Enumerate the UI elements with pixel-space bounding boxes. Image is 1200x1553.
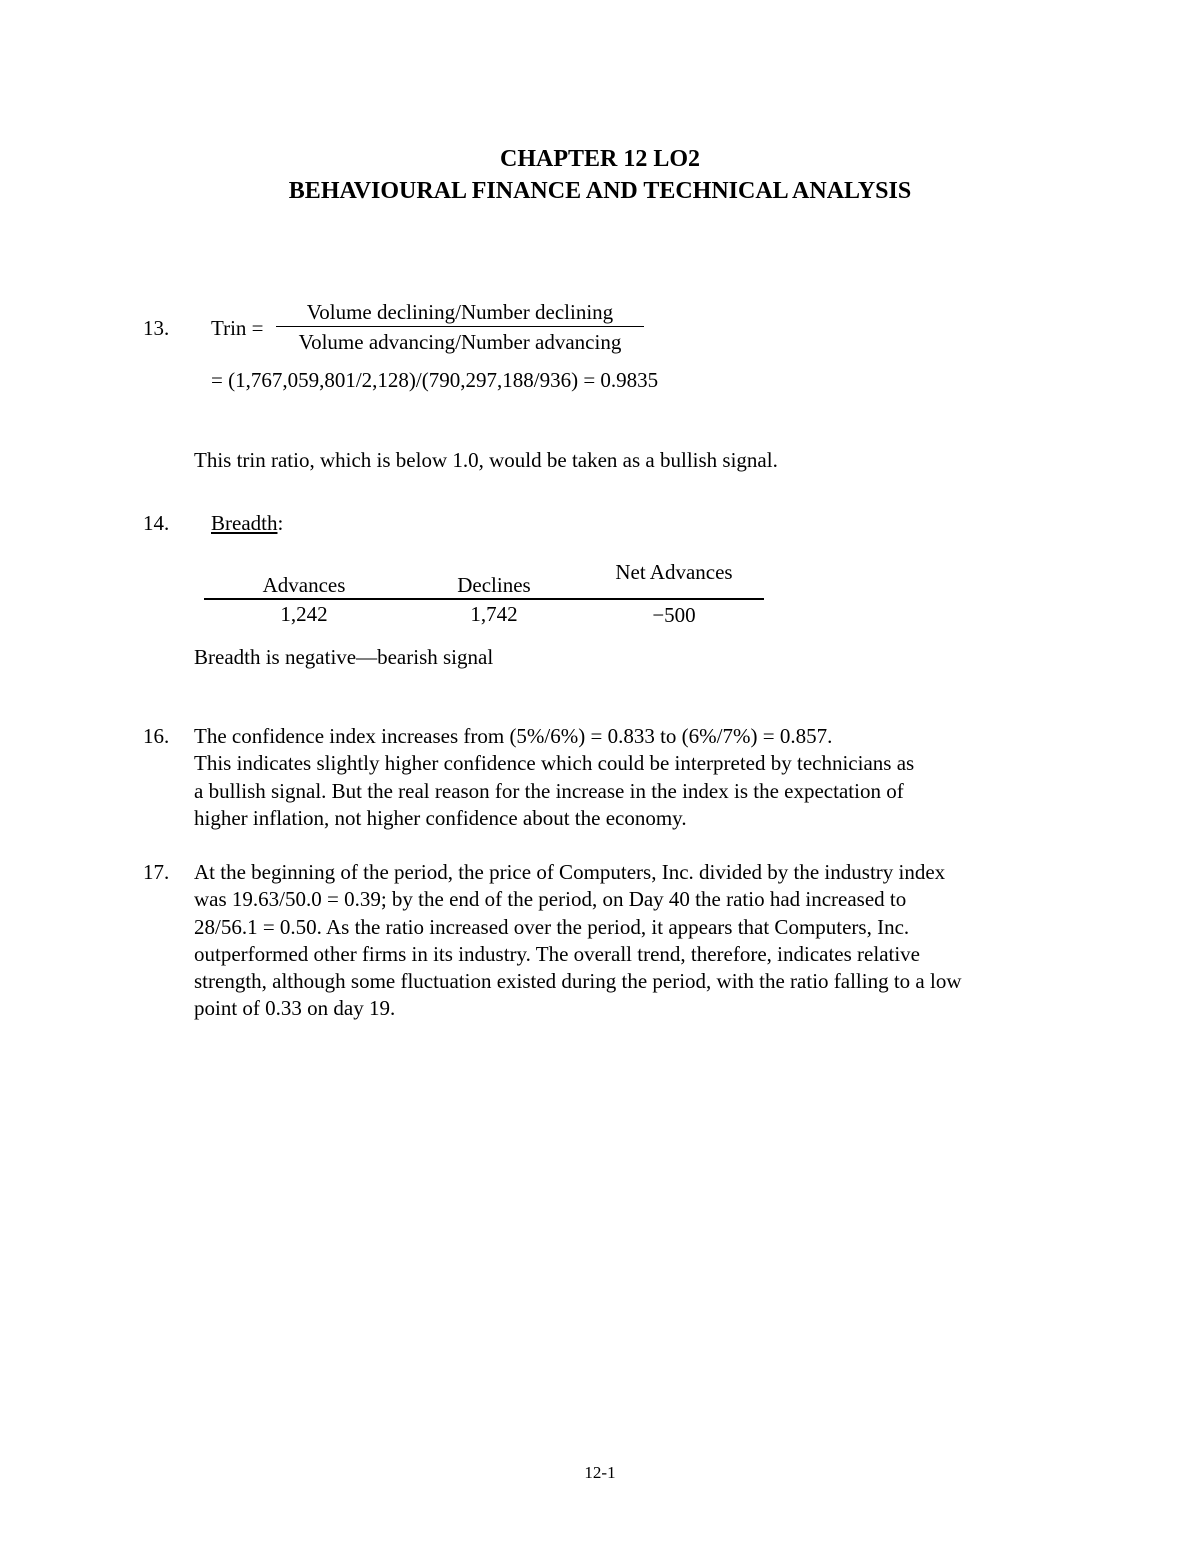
- table-header-advances: Advances: [262, 573, 346, 597]
- q16-line: The confidence index increases from (5%/6%) = 0.833 to (6%/7%) = 0.857.: [194, 724, 833, 748]
- trin-label: Trin =: [211, 316, 264, 340]
- table-header-declines: Declines: [457, 573, 531, 597]
- breadth-heading: [211, 509, 283, 537]
- q16-line: a bullish signal. But the real reason for the increase in the index is the expectation of: [194, 778, 904, 803]
- trin-denominator: Volume advancing/Number advancing: [298, 330, 622, 354]
- q16-paragraph: [194, 723, 1074, 832]
- q16-line: higher inflation, not higher confidence about the economy.: [194, 805, 687, 830]
- q14-number: 14.: [143, 511, 170, 535]
- trin-comment: This trin ratio, which is below 1.0, would be taken as a bullish signal.: [194, 448, 778, 472]
- q13-number: 13.: [143, 316, 170, 340]
- trin-calculation: = (1,767,059,801/2,128)/(790,297,188/936) = 0.9835: [211, 368, 659, 392]
- q16-line: This indicates slightly higher confidence which could be interpreted by technicians as: [194, 751, 915, 776]
- table-header-net-advances: Net Advances: [615, 560, 733, 584]
- q17-line: outperformed other firms in its industry. The overall trend, therefore, indicates relative: [194, 941, 921, 966]
- table-value-net-advances: −500: [652, 603, 696, 627]
- chapter-subtitle: BEHAVIOURAL FINANCE AND TECHNICAL ANALYSIS: [288, 178, 912, 204]
- q16-number: 16.: [143, 724, 170, 748]
- chapter-title: CHAPTER 12 LO2: [499, 146, 700, 172]
- trin-numerator: Volume declining/Number declining: [306, 300, 614, 324]
- q17-line: point of 0.33 on day 19.: [194, 996, 396, 1021]
- breadth-comment: Breadth is negative—bearish signal: [194, 645, 494, 669]
- q17-line: 28/56.1 = 0.50. As the ratio increased over the period, it appears that Computers, Inc.: [194, 914, 910, 939]
- q17-line: At the beginning of the period, the price of Computers, Inc. divided by the industry index: [194, 860, 946, 884]
- page-number: 12-1: [584, 1463, 616, 1482]
- breadth-label: Breadth: [211, 511, 278, 535]
- table-value-declines: 1,742: [470, 602, 518, 626]
- q17-line: strength, although some fluctuation existed during the period, with the ratio falling to a low: [194, 969, 962, 994]
- breadth-colon: :: [277, 511, 284, 535]
- q17-line: was 19.63/50.0 = 0.39; by the end of the period, on Day 40 the ratio had increased to: [194, 887, 907, 912]
- q17-paragraph: [194, 859, 1074, 1023]
- fraction-bar: [276, 326, 644, 327]
- table-value-advances: 1,242: [280, 602, 328, 626]
- q17-number: 17.: [143, 860, 170, 884]
